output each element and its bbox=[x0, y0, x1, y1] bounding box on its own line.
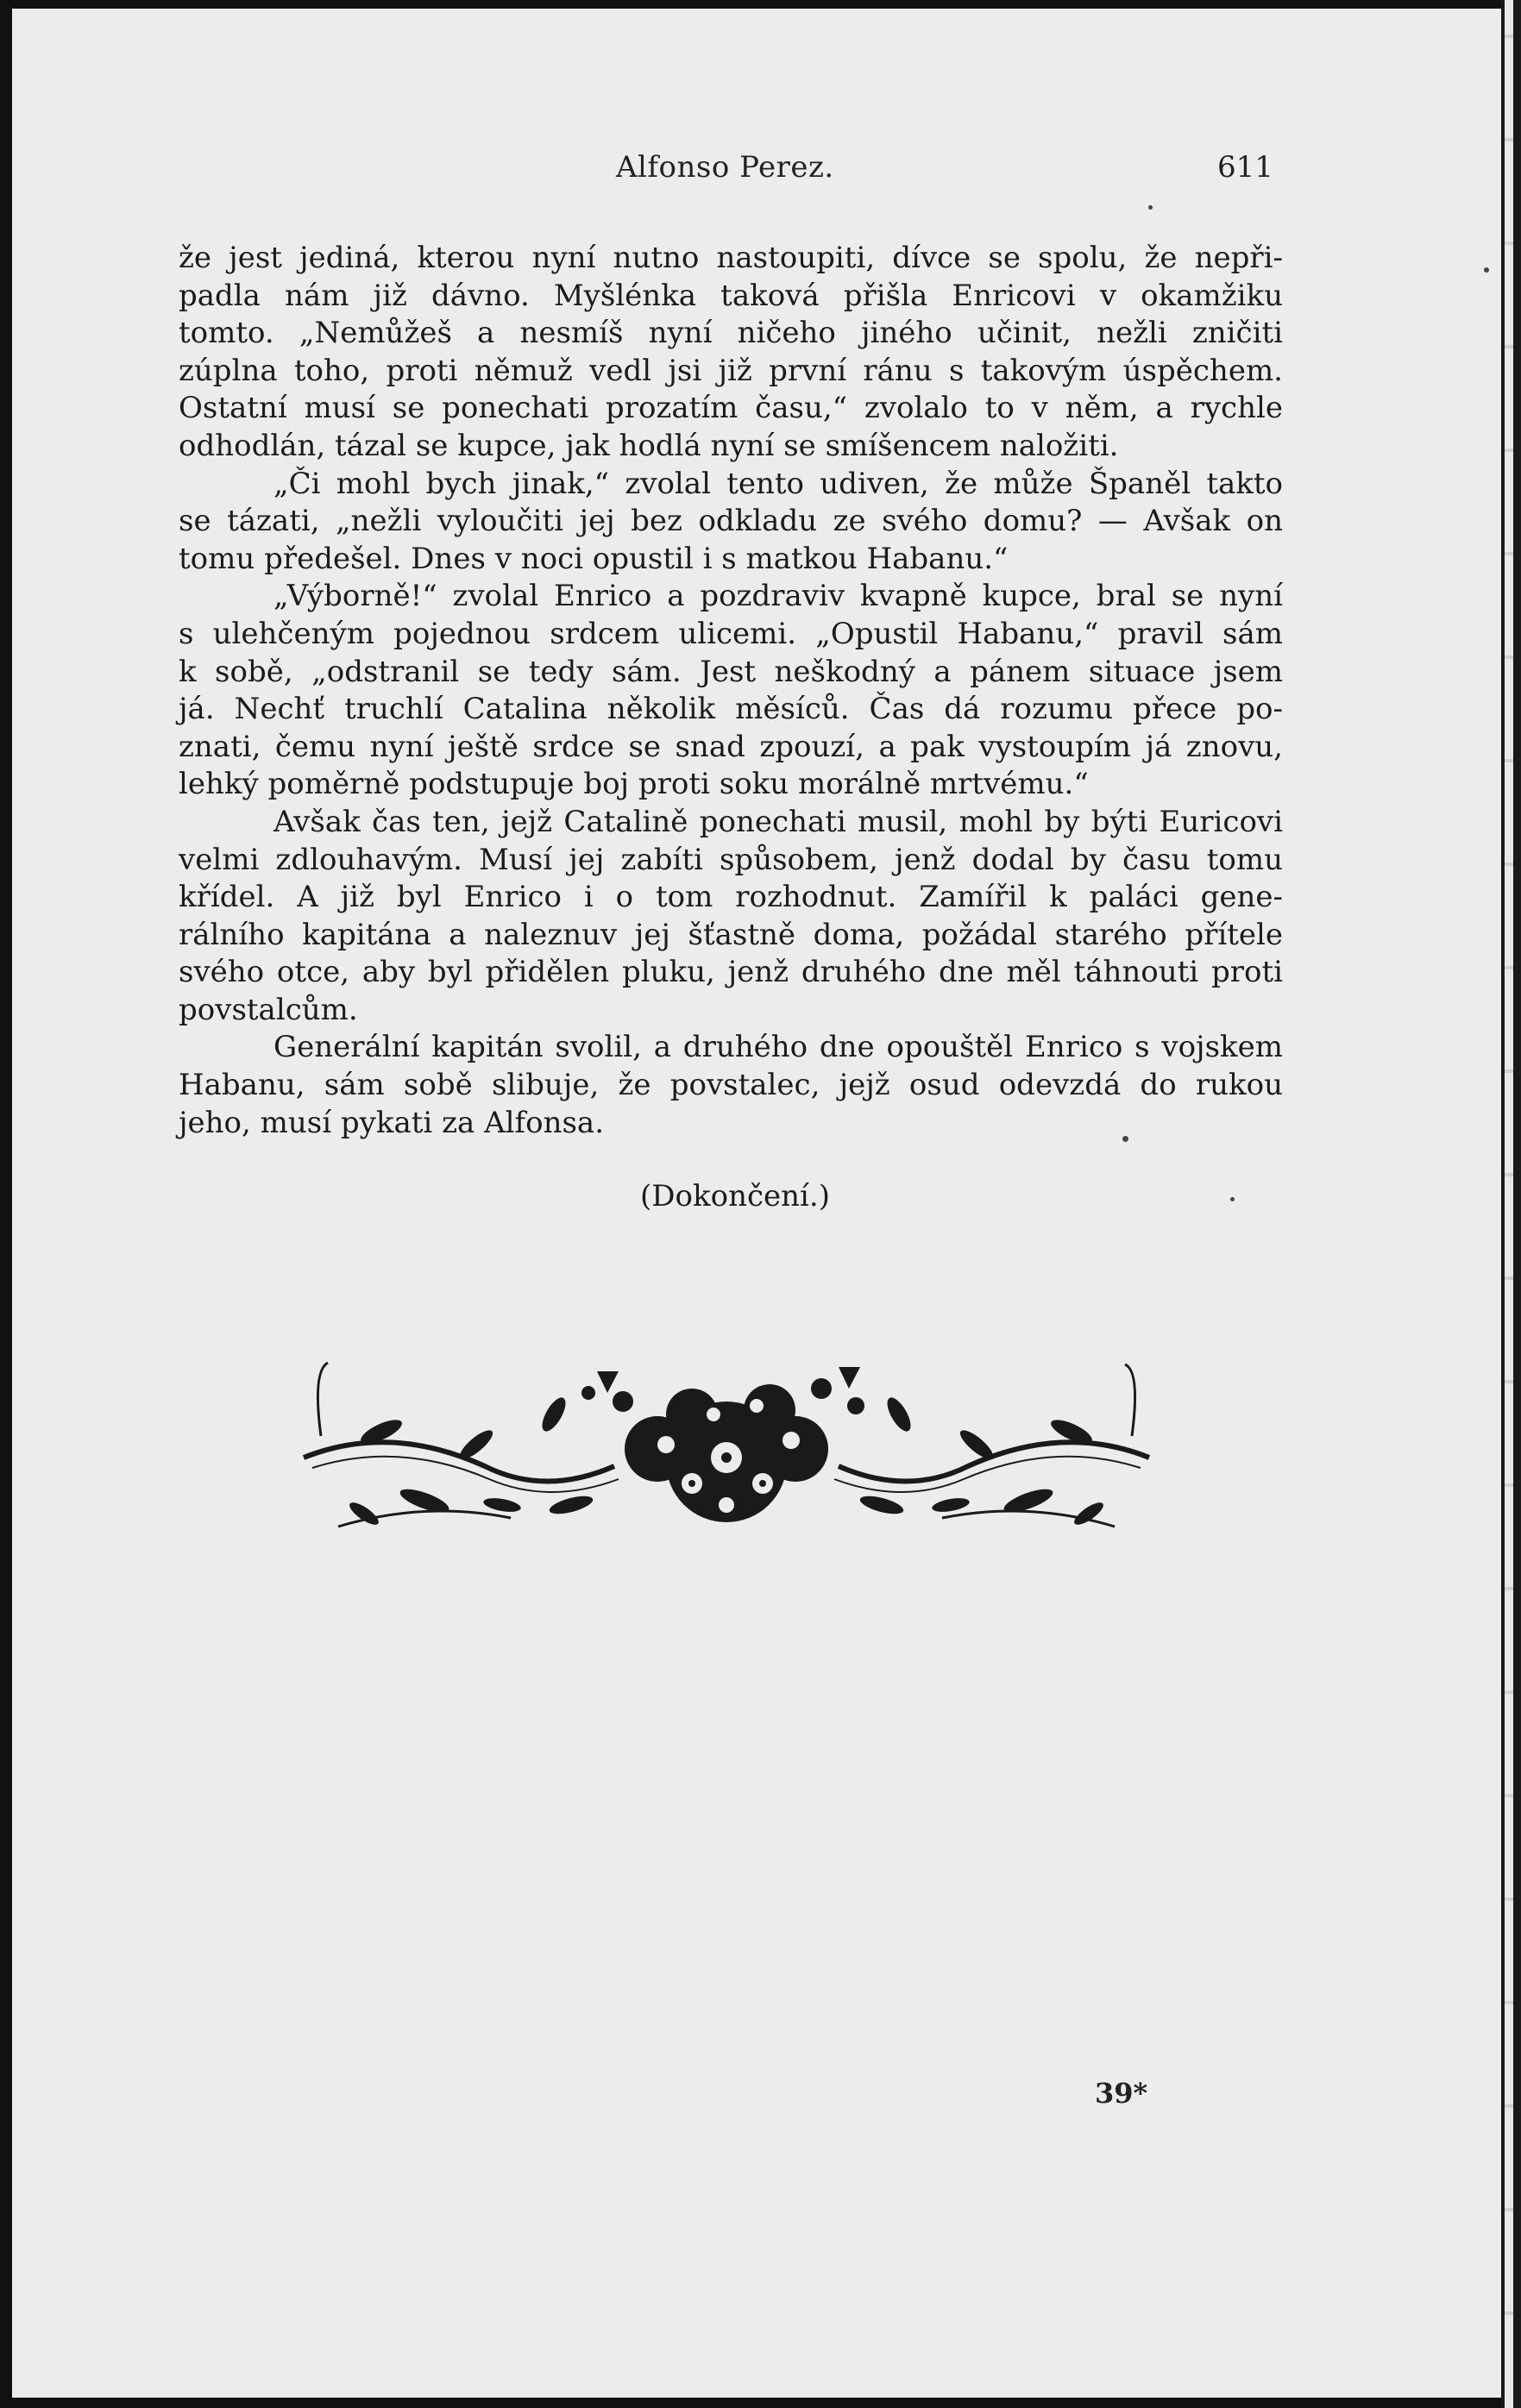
text-line: odhodlán, tázal se kupce, jak hodlá nyní se smíšencem naložiti. bbox=[179, 428, 1119, 463]
running-head bbox=[12, 150, 1501, 191]
text-line: já. Nechť truchlí Catalina několik měsíců. Čas dá rozumu přece po- bbox=[179, 692, 1283, 727]
text-line: lehký poměrně podstupuje boj proti soku morálně mrtvému.“ bbox=[179, 767, 1089, 802]
text-line: Habanu, sám sobě slibuje, že povstalec, jejž osud odevzdá do rukou bbox=[179, 1068, 1283, 1103]
text-line: Generální kapitán svolil, a druhého dne opouštěl Enrico s vojskem bbox=[273, 1030, 1283, 1065]
text-line: „Výborně!“ zvolal Enrico a pozdraviv kvapně kupce, bral se nyní bbox=[273, 579, 1283, 614]
text-line: padla nám již dávno. Myšlénka taková přišla Enricovi v okamžiku bbox=[179, 278, 1283, 313]
page-number: 611 bbox=[1217, 150, 1273, 185]
text-line: že jest jediná, kterou nyní nutno nastoupiti, dívce se spolu, že nepři- bbox=[179, 241, 1283, 275]
text-line: tomu předešel. Dnes v noci opustil i s matkou Habanu.“ bbox=[179, 541, 1009, 576]
running-title: Alfonso Perez. bbox=[616, 150, 834, 185]
text-line: povstalcům. bbox=[179, 992, 358, 1027]
floral-vignette bbox=[286, 1354, 1166, 1535]
text-line: svého otce, aby byl přidělen pluku, jenž druhého dne měl táhnouti proti bbox=[179, 955, 1283, 990]
speck bbox=[1230, 1197, 1235, 1201]
text-line: se tázati, „nežli vyloučiti jej bez odkladu ze svého domu? — Avšak on bbox=[179, 504, 1283, 539]
text-line: velmi zdlouhavým. Musí jej zabíti spůsobem, jenž dodal by času tomu bbox=[179, 842, 1283, 877]
closing-note: (Dokončení.) bbox=[640, 1179, 830, 1213]
text-line: znati, čemu nyní ještě srdce se snad zpouzí, a pak vystoupím já znovu, bbox=[179, 729, 1283, 764]
body-text bbox=[179, 240, 1283, 1142]
text-line: rálního kapitána a naleznuv jej šťastně doma, požádal starého přítele bbox=[179, 917, 1283, 952]
book-page bbox=[12, 9, 1501, 2398]
text-line: Ostatní musí se ponechati prozatím času,“ zvolalo to v něm, a rychle bbox=[179, 391, 1283, 426]
text-line: křídel. A již byl Enrico i o tom rozhodnut. Zamířil k paláci gene- bbox=[179, 880, 1283, 915]
text-line: „Či mohl bych jinak,“ zvolal tento udiven, že může Španěl takto bbox=[273, 466, 1283, 501]
text-line: Avšak čas ten, jejž Catalině ponechati musil, mohl by býti Euricovi bbox=[273, 804, 1283, 839]
speck bbox=[1148, 205, 1153, 210]
page-edge bbox=[1501, 0, 1521, 2408]
text-line: jeho, musí pykati za Alfonsa. bbox=[179, 1105, 604, 1140]
text-line: tomto. „Nemůžeš a nesmíš nyní ničeho jiného učinit, nežli zničiti bbox=[179, 316, 1283, 351]
text-line: k sobě, „odstranil se tedy sám. Jest neškodný a pánem situace jsem bbox=[179, 654, 1283, 689]
speck bbox=[1122, 1136, 1128, 1142]
signature-mark: 39* bbox=[1095, 2077, 1148, 2110]
speck bbox=[1484, 267, 1489, 273]
text-line: s ulehčeným pojednou srdcem ulicemi. „Opustil Habanu,“ pravil sám bbox=[179, 616, 1283, 651]
text-line: zúplna toho, proti němuž vedl jsi již první ránu s takovým úspěchem. bbox=[179, 353, 1283, 388]
